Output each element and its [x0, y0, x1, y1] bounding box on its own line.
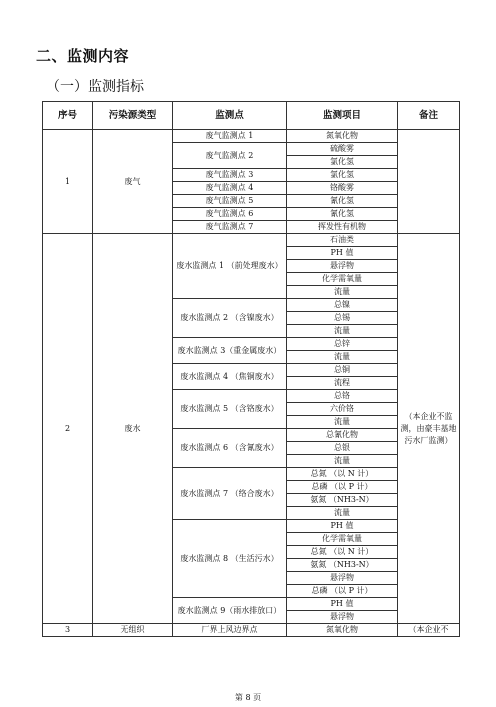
monitoring-point: 废水监测点 7 （络合废水） — [173, 468, 287, 520]
table-header-row — [43, 102, 460, 130]
monitoring-item: 总氮 （以 N 计） — [287, 546, 398, 559]
monitoring-item: 流量 — [287, 455, 398, 468]
monitoring-point: 废水监测点 2 （含镍废水） — [173, 299, 287, 338]
monitoring-item: 总氰化物 — [287, 429, 398, 442]
row-number: 2 — [43, 234, 93, 624]
remark: （本企业不监测，由豪丰基地污水厂监测） — [398, 234, 460, 624]
row-number: 3 — [43, 624, 93, 637]
monitoring-item: 总锌 — [287, 338, 398, 351]
monitoring-item: 石油类 — [287, 234, 398, 247]
monitoring-point: 废气监测点 3 — [173, 169, 287, 182]
source-type: 无组织 — [93, 624, 173, 637]
section-title: 二、监测内容 — [36, 47, 130, 65]
monitoring-item: 流量 — [287, 507, 398, 520]
monitoring-item: 化学需氧量 — [287, 533, 398, 546]
monitoring-item: 氯化氢 — [287, 169, 398, 182]
monitoring-item: 流量 — [287, 286, 398, 299]
monitoring-item: 总氮 （以 N 计） — [287, 468, 398, 481]
table-row — [43, 234, 460, 247]
monitoring-point: 废水监测点 6 （含氰废水） — [173, 429, 287, 468]
monitoring-item: PH 值 — [287, 247, 398, 260]
monitoring-item: 总磷 （以 P 计） — [287, 585, 398, 598]
monitoring-item: 流量 — [287, 325, 398, 338]
header-monitoring-point: 监测点 — [173, 102, 287, 130]
monitoring-point: 废气监测点 2 — [173, 143, 287, 169]
monitoring-item: 氮氧化物 — [287, 624, 398, 637]
monitoring-item: 悬浮物 — [287, 572, 398, 585]
monitoring-point: 厂界上风边界点 — [173, 624, 287, 637]
monitoring-item: PH 值 — [287, 520, 398, 533]
header-monitoring-item: 监测项目 — [287, 102, 398, 130]
monitoring-item: 总银 — [287, 442, 398, 455]
remark — [398, 130, 460, 234]
monitoring-item: 流量 — [287, 351, 398, 364]
table-row — [43, 624, 460, 637]
monitoring-point: 废水监测点 1 （前处理废水） — [173, 234, 287, 299]
monitoring-point: 废水监测点 5 （含铬废水） — [173, 390, 287, 429]
monitoring-point: 废气监测点 1 — [173, 130, 287, 143]
monitoring-point: 废水监测点 4 （焦铜废水） — [173, 364, 287, 390]
monitoring-item: 总铜 — [287, 364, 398, 377]
monitoring-table — [42, 101, 460, 637]
monitoring-item: 流量 — [287, 416, 398, 429]
monitoring-item: 硫酸雾 — [287, 143, 398, 156]
header-no: 序号 — [43, 102, 93, 130]
source-type: 废气 — [93, 130, 173, 234]
header-source-type: 污染源类型 — [93, 102, 173, 130]
monitoring-item: 挥发性有机物 — [287, 221, 398, 234]
monitoring-item: 氮氧化物 — [287, 130, 398, 143]
header-remark: 备注 — [398, 102, 460, 130]
monitoring-point: 废水监测点 9（雨水排放口） — [173, 598, 287, 624]
monitoring-item: 六价铬 — [287, 403, 398, 416]
table-row — [43, 130, 460, 143]
subsection-title: （一）监测指标 — [46, 79, 144, 95]
monitoring-item: 氨氮 （NH3-N） — [287, 494, 398, 507]
monitoring-point: 废水监测点 3（重金属废水） — [173, 338, 287, 364]
row-number: 1 — [43, 130, 93, 234]
monitoring-item: 流程 — [287, 377, 398, 390]
remark: （本企业不 — [398, 624, 460, 637]
monitoring-item: 氰化氢 — [287, 195, 398, 208]
monitoring-item: 氯化氢 — [287, 156, 398, 169]
monitoring-item: 氰化氢 — [287, 208, 398, 221]
monitoring-item: PH 值 — [287, 598, 398, 611]
monitoring-item: 悬浮物 — [287, 611, 398, 624]
monitoring-point: 废气监测点 6 — [173, 208, 287, 221]
monitoring-point: 废水监测点 8 （生活污水） — [173, 520, 287, 598]
page-number: 第 8 页 — [234, 693, 262, 702]
monitoring-item: 总铬 — [287, 390, 398, 403]
source-type: 废水 — [93, 234, 173, 624]
monitoring-point: 废气监测点 5 — [173, 195, 287, 208]
monitoring-item: 悬浮物 — [287, 260, 398, 273]
monitoring-item: 铬酸雾 — [287, 182, 398, 195]
monitoring-item: 总锡 — [287, 312, 398, 325]
monitoring-point: 废气监测点 7 — [173, 221, 287, 234]
monitoring-item: 化学需氧量 — [287, 273, 398, 286]
monitoring-item: 总磷 （以 P 计） — [287, 481, 398, 494]
monitoring-item: 氨氮 （NH3-N） — [287, 559, 398, 572]
monitoring-point: 废气监测点 4 — [173, 182, 287, 195]
table-body — [43, 130, 460, 637]
monitoring-item: 总镍 — [287, 299, 398, 312]
